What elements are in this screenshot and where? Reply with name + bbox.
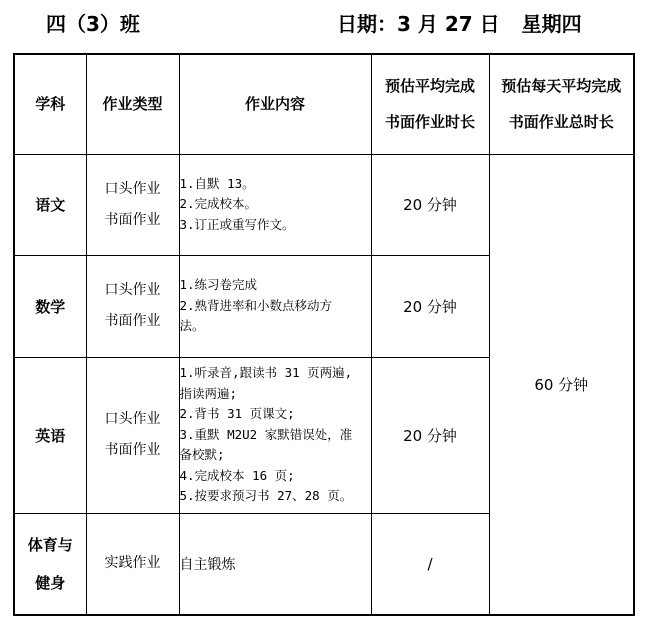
time-cell: 20 分钟 bbox=[371, 255, 489, 357]
content-line: 4.完成校本 16 页; bbox=[179, 467, 295, 483]
type-item: 口头作业 bbox=[104, 282, 161, 298]
content-line: 2.完成校本。 bbox=[179, 196, 258, 212]
col-daily-total-line2: 书面作业总时长 bbox=[508, 113, 614, 132]
col-content: 作业内容 bbox=[179, 54, 371, 154]
col-daily-total-line1: 预估每天平均完成 bbox=[501, 77, 622, 96]
content-line: 1.自默 13。 bbox=[179, 175, 255, 191]
subject-line: 健身 bbox=[35, 573, 66, 592]
content-cell bbox=[179, 154, 371, 255]
daily-total-cell: 60 分钟 bbox=[489, 154, 634, 615]
class-title: 四（3）班 bbox=[46, 12, 140, 36]
content-line: 2.背书 31 页课文; bbox=[179, 406, 295, 422]
content-line: 指读两遍; bbox=[179, 385, 238, 401]
content-line: 3.重默 M2U2 家默错误处，准 bbox=[179, 426, 353, 442]
col-daily-total bbox=[489, 54, 634, 154]
time-cell: / bbox=[371, 513, 489, 615]
subject-cell bbox=[14, 513, 86, 615]
content-line: 3.订正或重写作文。 bbox=[179, 216, 295, 232]
subject-cell: 数学 bbox=[14, 255, 86, 357]
subject-cell: 语文 bbox=[14, 154, 86, 255]
type-item: 书面作业 bbox=[104, 211, 161, 228]
content-line: 1.练习卷完成 bbox=[179, 277, 258, 293]
col-type: 作业类型 bbox=[86, 54, 179, 154]
content-line: 2.熟背进率和小数点移动方 bbox=[179, 297, 333, 313]
type-item: 书面作业 bbox=[104, 442, 161, 458]
col-avg-time bbox=[371, 54, 489, 154]
homework-table bbox=[13, 53, 635, 616]
content-cell bbox=[179, 255, 371, 357]
type-item: 实践作业 bbox=[104, 555, 161, 572]
header-row bbox=[14, 54, 634, 154]
type-cell bbox=[86, 255, 179, 357]
time-cell: 20 分钟 bbox=[371, 154, 489, 255]
type-item: 口头作业 bbox=[104, 180, 161, 197]
col-subject: 学科 bbox=[14, 54, 86, 154]
weekday-text: 星期四 bbox=[521, 12, 582, 36]
subject-cell: 英语 bbox=[14, 357, 86, 513]
content-line: 法。 bbox=[179, 318, 205, 334]
content-line: 5.按要求预习书 27、28 页。 bbox=[179, 488, 353, 504]
date-text: 日期：3 月 27 日 bbox=[337, 12, 500, 36]
type-item: 书面作业 bbox=[104, 313, 161, 329]
time-cell: 20 分钟 bbox=[371, 357, 489, 513]
col-avg-time-line2: 书面作业时长 bbox=[384, 113, 475, 132]
type-cell bbox=[86, 513, 179, 615]
type-cell bbox=[86, 357, 179, 513]
content-line: 1.听录音,跟读书 31 页两遍, bbox=[179, 365, 353, 381]
content-line: 备校默; bbox=[179, 447, 225, 463]
subject-line: 体育与 bbox=[27, 535, 73, 554]
type-item: 口头作业 bbox=[104, 411, 161, 427]
date-title bbox=[337, 8, 582, 37]
content-cell bbox=[179, 357, 371, 513]
col-avg-time-line1: 预估平均完成 bbox=[384, 77, 475, 96]
type-cell bbox=[86, 154, 179, 255]
content-cell bbox=[179, 513, 371, 615]
content-line: 自主锻炼 bbox=[179, 556, 236, 573]
table-row bbox=[14, 154, 634, 255]
